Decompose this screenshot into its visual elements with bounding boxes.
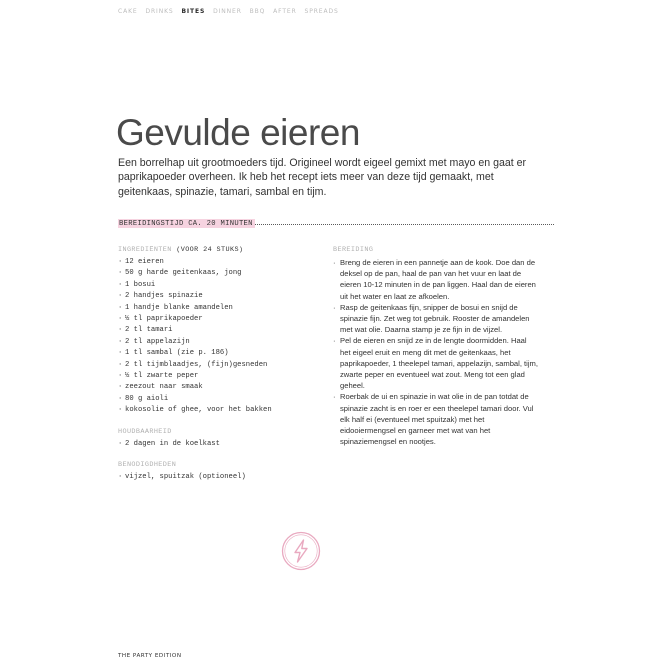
list-item: · 50 g harde geitenkaas, jong	[118, 268, 323, 279]
method-step: · Roerbak de ui en spinazie in wat olie in de pan totdat de spinazie zacht is en roer er een theelepel tamari door. Vul elk half ei (eventueel met spuitzak) met het eidooiermengsel en garneer met wat van het spinaziemengsel en nootjes.	[333, 391, 538, 447]
list-item: · 2 tl tamari	[118, 325, 323, 336]
nav-item-cake[interactable]: CAKE	[118, 8, 138, 15]
list-item: · zeezout naar smaak	[118, 382, 323, 393]
prep-time-row	[118, 212, 554, 228]
recipe-title: Gevulde eieren	[116, 112, 360, 153]
left-column	[118, 246, 323, 484]
method-step: · Rasp de geitenkaas fijn, snipper de bosui en snijd de spinazie fijn. Zet weg tot gebruik. Rooster de amandelen met wat olie. Daarna stamp je ze fijn in de vijzel.	[333, 302, 538, 336]
nav-item-after[interactable]: AFTER	[273, 8, 297, 15]
recipe-intro: Een borrelhap uit grootmoeders tijd. Origineel wordt eigeel gemixt met mayo en gaat er paprikapoeder overheen. Ik heb het recept iets meer van deze tijd gemaakt, met geitenkaas, spinazie, tamari, sambal en tijm.	[118, 157, 527, 198]
list-item: · 1 bosui	[118, 280, 323, 291]
storage-heading: HOUDBAARHEID	[118, 427, 172, 436]
nav-item-drinks[interactable]: DRINKS	[145, 8, 174, 15]
list-item: · 2 tl tijmblaadjes, (fijn)gesneden	[118, 360, 323, 371]
list-item: · 1 handje blanke amandelen	[118, 303, 323, 314]
prep-time-label: BEREIDINGSTIJD CA. 20 MINUTEN	[119, 220, 253, 228]
list-item: · 80 g aioli	[118, 394, 323, 405]
ingredients-heading-label: INGREDIËNTEN	[118, 246, 172, 254]
nav-item-bbq[interactable]: BBQ	[249, 8, 266, 15]
nav-item-spreads[interactable]: SPREADS	[304, 8, 339, 15]
section-nav	[118, 8, 344, 15]
tools-list	[118, 472, 323, 483]
nav-item-bites[interactable]: BITES	[181, 8, 206, 15]
ingredients-heading	[118, 246, 323, 254]
list-item: · ½ tl zwarte peper	[118, 371, 323, 382]
method-heading: BEREIDING	[333, 246, 374, 254]
lightning-bolt-badge-icon	[281, 531, 321, 571]
right-column	[333, 246, 538, 447]
list-item: · 2 tl appelazijn	[118, 337, 323, 348]
storage-list	[118, 439, 323, 450]
list-item: · 12 eieren	[118, 257, 323, 268]
list-item: · 2 handjes spinazie	[118, 291, 323, 302]
list-item: · ½ tl paprikapoeder	[118, 314, 323, 325]
nav-item-dinner[interactable]: DINNER	[213, 8, 242, 15]
list-item: · 2 dagen in de koelkast	[118, 439, 323, 450]
list-item: · kokosolie of ghee, voor het bakken	[118, 405, 323, 416]
list-item: · vijzel, spuitzak (optioneel)	[118, 472, 323, 483]
method-steps	[333, 257, 538, 447]
tools-heading: BENODIGDHEDEN	[118, 461, 177, 470]
ingredients-list	[118, 257, 323, 417]
method-step: · Breng de eieren in een pannetje aan de kook. Doe dan de deksel op de pan, haal de pan van het vuur en laat de eieren 10-12 minuten in de pan liggen. Haal dan de eieren uit het water en laat ze afkoelen.	[333, 257, 538, 302]
ingredients-serving-note: (VOOR 24 STUKS)	[176, 246, 244, 254]
method-step: · Pel de eieren en snijd ze in de lengte doormidden. Haal het eigeel eruit en meng dit met de geitenkaas, het paprikapoeder, 1 theelepel tamari, appelazijn, sambal, tijm, zwarte peper en eventueel wat zout. Meng tot een glad geheel.	[333, 335, 538, 391]
footer-edition: THE PARTY EDITION	[118, 653, 182, 659]
list-item: · 1 tl sambal (zie p. 186)	[118, 348, 323, 359]
